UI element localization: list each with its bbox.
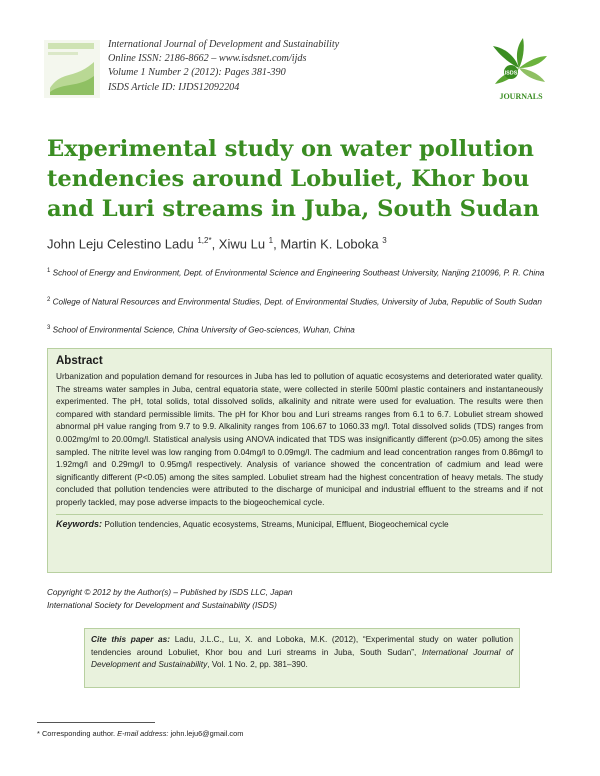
journal-cover-icon <box>44 40 100 98</box>
abstract-divider <box>56 514 543 515</box>
author-2-affil: 1 <box>268 236 274 245</box>
citation-text: Ladu, J.L.C., Lu, X. and Loboka, M.K. (2012), “Experimental study on water pollution tendencies around Lobuliet, Khor bou and Luri streams in Juba, South Sudan”, <box>91 634 513 657</box>
affiliation-text: School of Energy and Environment, Dept. of Environmental Science and Engineering Southeast University, Nanjing 210096, P. R. China <box>52 268 545 278</box>
logo-bottom-text: JOURNALS <box>499 92 543 101</box>
footnote <box>37 729 243 738</box>
keywords-list: Pollution tendencies, Aquatic ecosystems, Streams, Municipal, Effluent, Biogeochemical cycle <box>102 518 449 529</box>
paper-title: Experimental study on water pollution tendencies around Lobuliet, Khor bou and Luri streams in Juba, South Sudan <box>47 136 540 222</box>
affiliation-text: School of Environmental Science, China University of Geo-sciences, Wuhan, China <box>52 325 355 335</box>
abstract-text: Urbanization and population demand for resources in Juba has led to pollution of aquatic ecosystems and deteriorated water quality. The streams water samples in Juba, central equatoria state, were collected in sterile 500ml plastic containers and instantaneously experimented. The pH, total solids, total dissolved solids, alkalinity and nitrate were used for evaluation. The results were then compared with standard permissible limits. The pH for Khor bou and Luri streams ranges from 6.1 to 6.7. Lobuliet stream showed abnormal pH value ranging from 9.7 to 9.9. Alkalinity ranges from 106.67 to 1060.33 mg/l. Total dissolved solids (TDS) ranges from 0.002mg/ml to 20.00mg/l. Statistical analysis using ANOVA indicated that TDS was insignificantly different (p>0.05) among the sites sampled. The nitrite level was low ranging from 0.04mg/l to 0.09mg/l. The cadmium and lead concentration ranges from 0.86mg/l to 1.92mg/l and 0.29mg/l to 0.95mg/l respectively. Analysis of variance showed the concentration of cadmium and lead were significantly different (P<0.05) among the sites sampled. Lobuliet stream had the highest concentration of heavy metals. The study concluded that pollution tendencies were attributed to the discharge of municipal and industrial effluent to the streams and if not properly tackled, may pose adverse impacts to the biogeochemical cycle. <box>56 371 543 507</box>
affiliation-number: 2 <box>47 297 51 303</box>
author-list <box>47 236 387 251</box>
journal-issn: Online ISSN: 2186-8662 – www.isdsnet.com/ijds <box>108 53 307 65</box>
author-3: , Martin K. Loboka <box>273 236 383 252</box>
society-line: International Society for Development and Sustainability (ISDS) <box>47 601 277 610</box>
author-3-affil: 3 <box>382 236 387 245</box>
keywords <box>56 519 543 529</box>
copyright-notice <box>47 586 293 612</box>
copyright-line: Copyright © 2012 by the Author(s) – Published by ISDS LLC, Japan <box>47 588 293 597</box>
affiliation-1 <box>47 266 552 279</box>
keywords-label: Keywords: <box>56 518 103 529</box>
affiliation-3 <box>47 323 552 336</box>
citation-label: Cite this paper as: <box>91 634 171 644</box>
logo-top-text: ISDS <box>504 70 518 77</box>
affiliation-2 <box>47 295 552 308</box>
journal-article-id: ISDS Article ID: IJDS12092204 <box>108 81 240 93</box>
affiliation-number: 3 <box>47 325 51 331</box>
journal-info <box>108 38 339 95</box>
citation-rest: , Vol. 1 No. 2, pp. 381–390. <box>207 659 308 669</box>
abstract-heading: Abstract <box>56 355 103 367</box>
journal-header <box>44 38 564 100</box>
footnote-marker: * <box>37 729 40 738</box>
footnote-email-label: E-mail address: <box>117 729 169 738</box>
citation-box <box>84 628 520 688</box>
isds-journals-logo <box>489 38 549 102</box>
affiliation-number: 1 <box>47 268 51 274</box>
author-2: , Xiwu Lu <box>211 236 269 252</box>
footnote-label: Corresponding author. <box>39 729 118 738</box>
author-1: John Leju Celestino Ladu <box>47 236 198 252</box>
journal-name: International Journal of Development and Sustainability <box>108 39 340 50</box>
author-1-affil: 1,2* <box>197 236 212 245</box>
journal-volume: Volume 1 Number 2 (2012): Pages 381-390 <box>108 67 286 79</box>
citation-journal: International Journal of Development and Sustainability <box>91 646 513 669</box>
footnote-email: john.leju6@gmail.com <box>168 729 244 738</box>
affiliation-text: College of Natural Resources and Environmental Studies, Dept. of Environmental Studies, University of Juba, Republic of South Sudan <box>52 297 542 307</box>
abstract-box <box>47 348 552 573</box>
footnote-divider <box>37 722 155 723</box>
